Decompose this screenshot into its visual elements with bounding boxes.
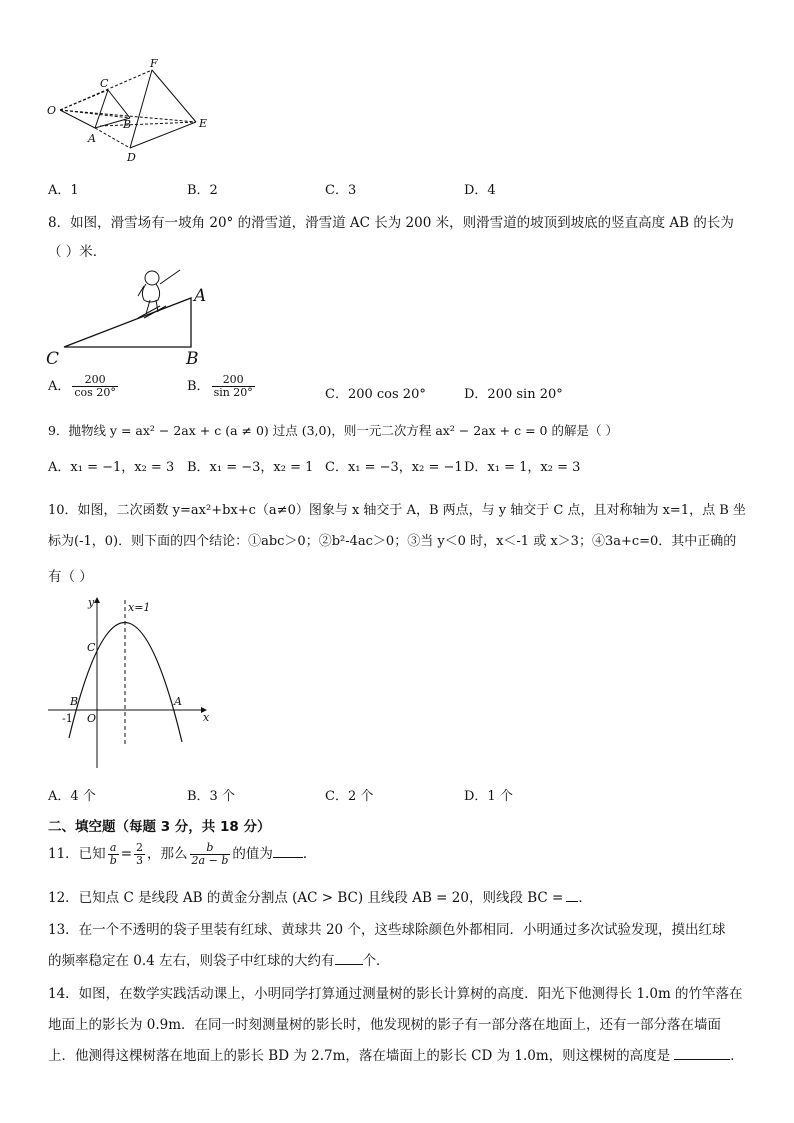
q14-line1: 14．如图，在数学实践活动课上，小明同学打算通过测量树的影长计算树的高度．阳光下他测得长 1.0m 的竹竿落在 [48,986,743,1002]
q11-end: ． [302,846,317,862]
q9-option-c: C．x₁ = −3，x₂ = −1 [325,460,463,475]
q13-line2-wrap [48,949,390,969]
q9-option-a: A．x₁ = −1，x₂ = 3 [48,460,175,475]
q10-label-b: B [70,695,79,708]
q7-label-o: O [47,104,57,117]
q7-label-c: C [100,77,109,90]
q8-option-a-den: cos 20° [74,386,116,399]
q7-label-f: F [150,57,158,70]
q10-stem-line1: 10．如图，二次函数 y=ax²+bx+c（a≠0）图象与 x 轴交于 A，B 两点，与 y 轴交于 C 点，且对称轴为 x=1，点 B 坐 [48,503,746,518]
q13-line2: 的频率稳定在 0.4 左右，则袋子中红球的大约有 [48,953,335,969]
q11-suffix: 的值为 [232,846,273,862]
q11-fraction-2 [134,842,145,867]
q13-answer-blank[interactable] [335,964,363,965]
q11-eq: = [120,846,133,862]
q9-option-d: D．x₁ = 1，x₂ = 3 [464,460,581,475]
q7-option-c: C．3 [325,183,357,198]
q10-option-c: C．2 个 [325,789,374,804]
q11-f1-num: a [108,842,119,855]
q10-stem-line3: 有（ ） [48,569,93,585]
q7-label-e: E [199,117,208,130]
q10-label-axis: x=1 [128,601,151,614]
q14-line3-end: ． [730,1048,744,1064]
q7-option-a: A．1 [48,183,79,198]
q10-stem-line2: 标为(-1，0)．则下面的四个结论：①abc＞0；②b²-4ac＞0；③当 y＜0 时，x＜-1 或 x＞3；④3a+c=0．其中正确的 [48,534,737,549]
q8-label-b: B [186,349,199,369]
q9-option-b: B．x₁ = −3，x₂ = 1 [187,460,314,475]
q11-mid: ，那么 [147,846,188,862]
q9-stem: 9．抛物线 y = ax² − 2ax + c (a ≠ 0) 过点 (3,0)，则一元二次方程 ax² − 2ax + c = 0 的解是（ ） [48,423,618,438]
q10-label-y: y [88,596,95,609]
q11-f3-num: b [190,842,231,855]
q10-label-a: A [174,695,182,708]
q8-option-b-prefix: B． [187,379,210,394]
q14-answer-blank[interactable] [674,1059,730,1060]
q11-fraction-1 [108,842,119,867]
q10-label-o: O [87,712,97,725]
q7-label-b: B [123,118,132,131]
q7-option-b: B．2 [187,183,218,198]
q8-stem-line1: 8．如图，滑雪场有一坡角 20° 的滑雪道，滑雪道 AC 长为 200 米，则滑雪道的坡顶到坡底的竖直高度 AB 的长为 [48,215,734,231]
q11-f2-den: 3 [136,854,144,867]
q8-option-a [48,374,120,399]
q12 [48,886,592,906]
q13-line1: 13．在一个不透明的袋子里装有红球、黄球共 20 个，这些球除颜色外都相同．小明通过多次试验发现，摸出红球 [48,922,726,938]
section-2-title: 二、填空题（每题 3 分，共 18 分） [48,819,271,835]
q8-option-a-fraction [72,374,117,399]
q8-option-a-prefix: A． [48,379,71,394]
q11-answer-blank[interactable] [273,857,303,858]
q8-option-b [187,374,257,399]
q10-option-a: A．4 个 [48,789,96,804]
q8-stem-line2: （ ）米． [48,244,107,260]
q7-option-d: D．4 [464,183,496,198]
q12-end: ． [578,890,592,906]
q7-figure [40,55,220,165]
q10-option-d: D．1 个 [464,789,513,804]
q12-text: 12．已知点 C 是线段 AB 的黄金分割点 (AC > BC) 且线段 AB = 20，则线段 BC = [48,890,564,906]
q8-option-b-den: sin 20° [213,386,253,399]
q8-option-c: C．200 cos 20° [325,387,426,402]
q10-figure [44,592,220,772]
q8-option-d: D．200 sin 20° [464,387,563,402]
q14-line3-wrap [48,1044,744,1064]
q8-figure [40,262,220,370]
q11-f1-den: b [109,854,117,867]
q11-fraction-3 [190,842,231,867]
q8-label-a: A [194,286,207,306]
q11-f3-den: 2a − b [191,854,229,867]
q13-line2-end: 个． [362,953,390,969]
q11-f2-num: 2 [136,841,144,854]
q10-label-neg1: -1 [62,712,73,725]
q10-label-c: C [87,641,96,654]
q14-line2: 地面上的影长为 0.9m．在同一时刻测量树的影长时，他发现树的影子有一部分落在地面上，还有一部分落在墙面 [48,1017,722,1033]
q10-option-b: B．3 个 [187,789,235,804]
q11-prefix: 11．已知 [48,846,106,862]
q8-label-c: C [46,349,60,369]
q8-option-a-num: 200 [72,374,117,387]
q12-answer-blank[interactable] [566,901,578,902]
q7-label-d: D [127,151,136,164]
q8-option-b-fraction [212,374,255,399]
q11 [48,842,316,867]
q7-label-a: A [88,132,96,145]
q8-option-b-num: 200 [212,374,255,387]
q14-line3: 上．他测得这棵树落在地面上的影长 BD 为 2.7m，落在墙面上的影长 CD 为 1.0m，则这棵树的高度是 [48,1048,671,1064]
q10-label-x: x [203,711,210,724]
